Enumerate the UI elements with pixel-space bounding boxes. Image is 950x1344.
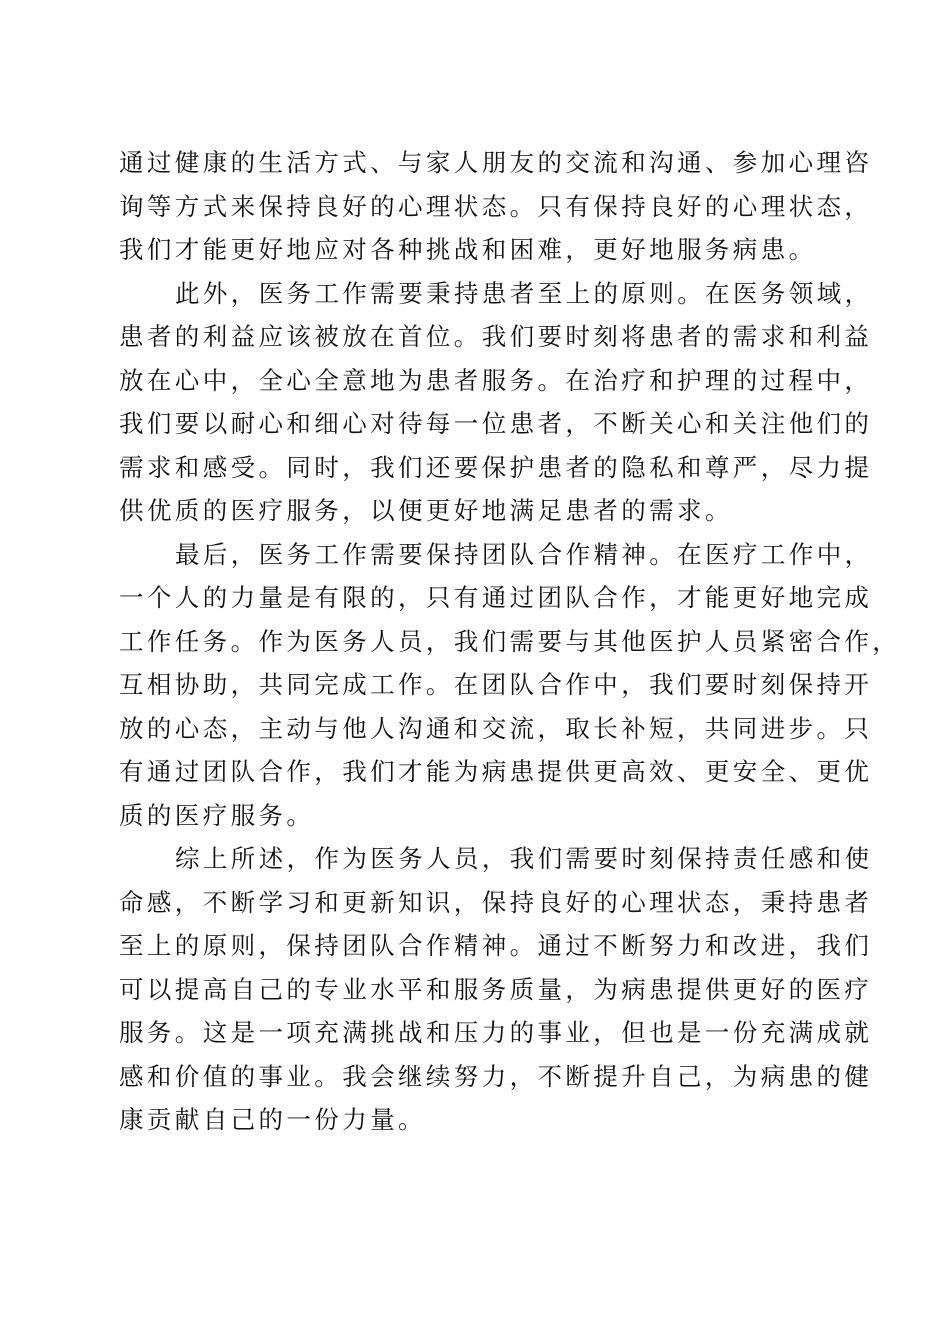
body-text [119, 141, 901, 1142]
text-line-paragraph-start: 最后，医务工作需要保持团队合作精神。在医疗工作中， [175, 539, 873, 569]
text-line: 工作任务。作为医务人员，我们需要与其他医护人员紧密合作， [119, 626, 901, 656]
text-line: 我们才能更好地应对各种挑战和困难，更好地服务病患。 [119, 235, 817, 264]
text-line: 询等方式来保持良好的心理状态。只有保持良好的心理状态， [119, 191, 873, 221]
text-line: 服务。这是一项充满挑战和压力的事业，但也是一份充满成就 [119, 1018, 873, 1047]
text-line: 患者的利益应该被放在首位。我们要时刻将患者的需求和利益 [119, 322, 873, 351]
text-line: 放的心态，主动与他人沟通和交流，取长补短，共同进步。只 [119, 713, 873, 743]
text-line: 可以提高自己的专业水平和服务质量，为病患提供更好的医疗 [119, 974, 873, 1004]
text-line: 康贡献自己的一份力量。 [119, 1105, 426, 1134]
text-line: 我们要以耐心和细心对待每一位患者，不断关心和关注他们的 [119, 409, 873, 438]
text-line-paragraph-start: 此外，医务工作需要秉持患者至上的原则。在医务领域， [175, 278, 873, 308]
text-line: 放在心中，全心全意地为患者服务。在治疗和护理的过程中， [119, 365, 873, 395]
text-line: 需求和感受。同时，我们还要保护患者的隐私和尊严，尽力提 [119, 452, 873, 482]
text-line-paragraph-start: 综上所述，作为医务人员，我们需要时刻保持责任感和使 [175, 844, 873, 873]
text-line: 供优质的医疗服务，以便更好地满足患者的需求。 [119, 496, 733, 525]
text-line: 感和价值的事业。我会继续努力，不断提升自己，为病患的健 [119, 1061, 873, 1091]
text-line: 至上的原则，保持团队合作精神。通过不断努力和改进，我们 [119, 931, 873, 960]
text-line: 通过健康的生活方式、与家人朋友的交流和沟通、参加心理咨 [119, 148, 873, 177]
text-line: 质的医疗服务。 [119, 800, 315, 830]
text-line: 一个人的力量是有限的，只有通过团队合作，才能更好地完成 [119, 583, 873, 612]
text-line: 有通过团队合作，我们才能为病患提供更高效、更安全、更优 [119, 757, 873, 786]
text-line: 互相协助，共同完成工作。在团队合作中，我们要时刻保持开 [119, 670, 873, 699]
text-line: 命感，不断学习和更新知识，保持良好的心理状态，秉持患者 [119, 887, 873, 917]
